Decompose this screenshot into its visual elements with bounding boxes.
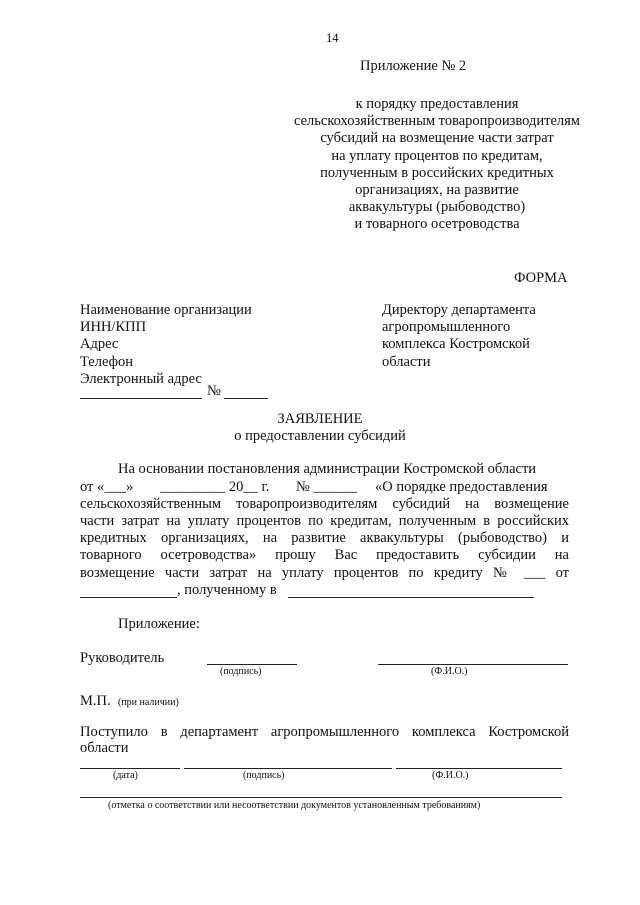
received-signature-line[interactable] [184, 768, 392, 769]
bank-name-line[interactable] [288, 597, 534, 598]
appendix-line: на уплату процентов по кредитам, [331, 147, 543, 164]
inn-kpp-label: ИНН/КПП [80, 319, 147, 336]
appendix-line: и товарного осетроводства [354, 216, 520, 233]
address-label: Адрес [80, 336, 119, 353]
addressee-line: области [382, 353, 431, 370]
appendix-line: аквакультуры (рыбоводство) [348, 199, 526, 216]
attachment-label: Приложение: [118, 616, 200, 632]
appendix-line: к порядку предоставления [355, 96, 519, 112]
appendix-line: полученным в российских кредитных [320, 164, 554, 181]
body-line-1: На основании постановления администрации Костромской области [118, 461, 537, 477]
body-line-4: части затрат на уплату процентов по кредитам, полученным в российских [80, 513, 569, 529]
appendix-line: организациях, на развитие [355, 182, 519, 199]
decree-month-year: _________ 20__ г. [160, 479, 270, 495]
body-line-5: кредитных организациях, на развитие аквакультуры (рыбоводство) и [80, 530, 569, 546]
number-sign: № [207, 383, 221, 399]
head-signature-caption: (подпись) [220, 666, 262, 677]
received-signature-caption: (подпись) [243, 770, 285, 781]
decree-number: № ______ [296, 479, 357, 495]
date-caption: (дата) [113, 770, 138, 781]
received-fio-caption: (Ф.И.О.) [432, 770, 469, 781]
addressee-block [382, 302, 536, 371]
body-line-3: сельскохозяйственным товаропроизводителям субсидий на возмещение [80, 496, 569, 512]
received-date-line[interactable] [80, 768, 180, 769]
appendix-title: Приложение № 2 [360, 58, 467, 74]
addressee-line: агропромышленного [382, 319, 511, 336]
email-label: Электронный адрес [80, 370, 202, 387]
statement-subtitle: о предоставлении субсидий [234, 428, 406, 444]
body-line-7: возмещение части затрат на уплату процентов по кредиту № ___ от [80, 565, 569, 581]
received-line-1: Поступило в департамент агропромышленного комплекса Костромской [80, 724, 569, 740]
head-fio-line[interactable] [378, 664, 568, 665]
received-in-label: , полученному в [177, 582, 277, 598]
org-name-label: Наименование организации [80, 302, 252, 318]
received-fio-line[interactable] [396, 768, 562, 769]
credit-date-line[interactable] [80, 597, 177, 598]
compliance-caption: (отметка о соответствии или несоответствии документов установленным требованиям) [108, 800, 481, 811]
page-number: 14 [326, 31, 339, 45]
head-label: Руководитель [80, 650, 165, 666]
appendix-reference [262, 96, 612, 234]
statement-title: ЗАЯВЛЕНИЕ [277, 411, 363, 427]
applicant-block [80, 302, 252, 388]
compliance-line[interactable] [80, 797, 562, 798]
body-line-6: товарного осетроводства» прошу Вас предоставить субсидии на [80, 547, 569, 563]
decree-day: от «___» [80, 479, 134, 495]
seal-label: М.П. [80, 693, 111, 709]
form-label: ФОРМА [514, 270, 568, 286]
outgoing-date-line[interactable] [80, 398, 202, 399]
head-signature-line[interactable] [207, 664, 297, 665]
received-line-2: области [80, 740, 129, 756]
head-fio-caption: (Ф.И.О.) [431, 666, 468, 677]
appendix-line: субсидий на возмещение части затрат [320, 130, 554, 147]
seal-note: (при наличии) [118, 697, 179, 708]
phone-label: Телефон [80, 353, 133, 370]
appendix-line: сельскохозяйственным товаропроизводителям [294, 113, 580, 130]
decree-title-start: «О порядке предоставления [375, 479, 548, 495]
addressee-line: Директору департамента [382, 302, 536, 318]
outgoing-number-line[interactable] [224, 398, 268, 399]
addressee-line: комплекса Костромской [382, 336, 530, 353]
